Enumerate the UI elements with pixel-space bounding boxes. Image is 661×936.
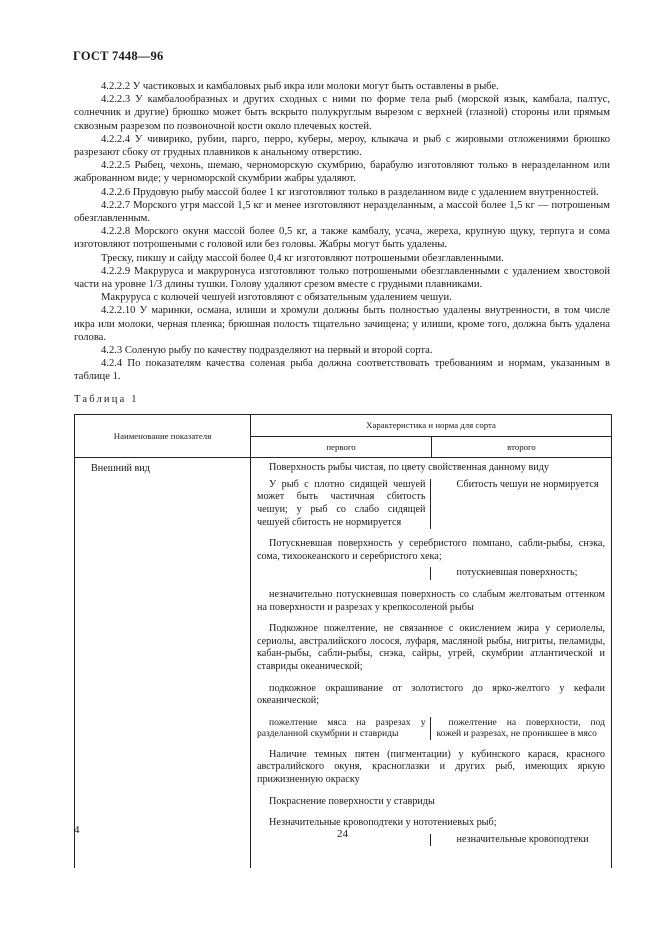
paragraph: 4.2.3 Соленую рыбу по качеству подразделяют на первый и второй сорта.	[101, 345, 433, 357]
paragraph: 4.2.4 По показателям качества соленая рыба должна соответствовать требованиям и нормам, указанным в таблице 1.	[74, 358, 610, 383]
table-cell-text: Поверхность рыбы чистая, по цвету свойственная данному виду	[269, 462, 549, 474]
grade-split	[257, 567, 605, 580]
table-cell-text: Незначительные кровоподтеки у нототениевых рыб;	[269, 817, 497, 829]
table-cell-text: Наличие темных пятен (пигментации) у кубинского карася, красного австралийского окуня, красноглазки и других рыб, имеющих яркую прижизненную окраску	[257, 748, 605, 786]
paragraph: 4.2.2.8 Морского окуня массой более 0,5 кг, а также камбалу, усача, жереха, крупную щуку, терпуга и сома изготовляют потрошеными с головой или без головы. Жабры могут быть удалены.	[74, 226, 610, 251]
paragraph: 4.2.2.5 Рыбец, чехонь, шемаю, черноморскую скумбрию, барабулю изготовляют только в неразделанном или жаброванном виде; у черноморской скумбрии жабры удаляют.	[74, 160, 610, 185]
table-cell-text: незначительно потускневшая поверхность со слабым желтоватым оттенком на поверхности и разрезах у крепкосоленой рыбы	[257, 588, 605, 613]
grade-split	[257, 717, 605, 740]
grade-split	[257, 834, 605, 847]
table-cell-text: Покраснение поверхности у ставриды	[269, 795, 435, 807]
page-number-left: 4	[74, 824, 80, 836]
table-cell-text: Потускневшая поверхность у серебристого помпано, сабли-рыбы, снэка, сома, тихоокеанского и серебристого хека;	[257, 538, 605, 562]
paragraph: Треску, пикшу и сайду массой более 0,4 кг изготовляют потрошеными обезглавленными.	[101, 252, 504, 264]
paragraph: 4.2.2.10 У маринки, османа, илиши и хромули должны быть полностью удалены внутренности, в том числе икра или молоки, черная пленка; брюшная полость тщательно зачищена; у илиши, кроме того, должна быть удалена голова.	[74, 305, 610, 343]
table-row	[75, 458, 612, 869]
paragraph: 4.2.2.9 Макруруса и макруронуса изготовляют только потрошеными обезглавленными с удалением хвостовой части на уровне 1/3 длины тушки. Голову удаляют срезом вместе с грудными плавниками.	[74, 265, 610, 291]
second-grade-text: пожелтение на поверхности, под кожей и разрезах, не проникшее в мясо	[436, 716, 605, 740]
second-grade-text: Сбитость чешуи не нормируется	[456, 478, 599, 490]
paragraph: 4.2.2.7 Морского угря массой 1,5 кг и менее изготовляют неразделанным, а массой более 1,5 кг — потрошеным обезглавленным.	[74, 199, 610, 225]
second-grade-text: незначительные кровоподтеки	[456, 833, 589, 845]
table-cell-text: подкожное окрашивание от золотистого до ярко-желтого у кефали океанической;	[257, 682, 605, 707]
table-cell-text: Подкожное пожелтение, не связанное с окислением жира у сериолелы, сериолы, австралийского лосося, луфаря, масляной рыбы, нигриты, пеламиды, кабан-рыбы, сабли-рыбы, снэка, сайры, угрей, скумбрии атлантической и ставриды океанической;	[257, 623, 605, 672]
paragraph: 4.2.2.3 У камбалообразных и других сходных с ними по форме тела рыб (морской язык, камбала, палтус, солнечник и другие) брюшко может быть вскрыто полукруглым вырезом с верхней (глазной) стороны или прямым сквозным разрезом по позвоночной кости около плечевых костей.	[74, 94, 610, 132]
header-indicator: Наименование показателя	[75, 415, 251, 458]
document-header: ГОСТ 7448—96	[73, 49, 164, 63]
second-grade-text: потускневшая поверхность;	[456, 567, 578, 579]
document-body	[74, 80, 610, 384]
page-number-center: 24	[337, 828, 348, 840]
first-grade-text: У рыб с плотно сидящей чешуей может быть частичная сбитость чешуи; у рыб со слабо сидящей чешуей сбитость не нормируется	[257, 479, 431, 529]
quality-table	[74, 414, 612, 868]
header-grade-group: Характеристика и норма для сорта	[251, 415, 612, 437]
header-first-grade: первого	[251, 436, 432, 458]
paragraph: 4.2.2.4 У чивирико, рубии, парго, перро, куберы, мероу, клыкача и рыб с жировыми отложениями брюшко разрезают сбоку от грудных плавников к анальному отверстию.	[74, 133, 610, 159]
first-grade-text: пожелтение мяса на разрезах у разделанной скумбрии и ставриды	[257, 717, 431, 740]
table-caption: Таблица 1	[74, 394, 139, 405]
row-indicator-name: Внешний вид	[75, 458, 251, 869]
first-grade-empty	[257, 567, 431, 580]
paragraph: Макруруса с колючей чешуей изготовляют с обязательным удалением чешуи.	[101, 292, 452, 304]
header-second-grade: второго	[432, 436, 612, 458]
row-values	[251, 458, 612, 869]
paragraph: 4.2.2.6 Прудовую рыбу массой более 1 кг изготовляют только в разделанном виде с удалением внутренностей.	[101, 186, 599, 198]
grade-split	[257, 479, 605, 529]
paragraph: 4.2.2.2 У частиковых и камбаловых рыб икра или молоки могут быть оставлены в рыбе.	[101, 81, 499, 92]
